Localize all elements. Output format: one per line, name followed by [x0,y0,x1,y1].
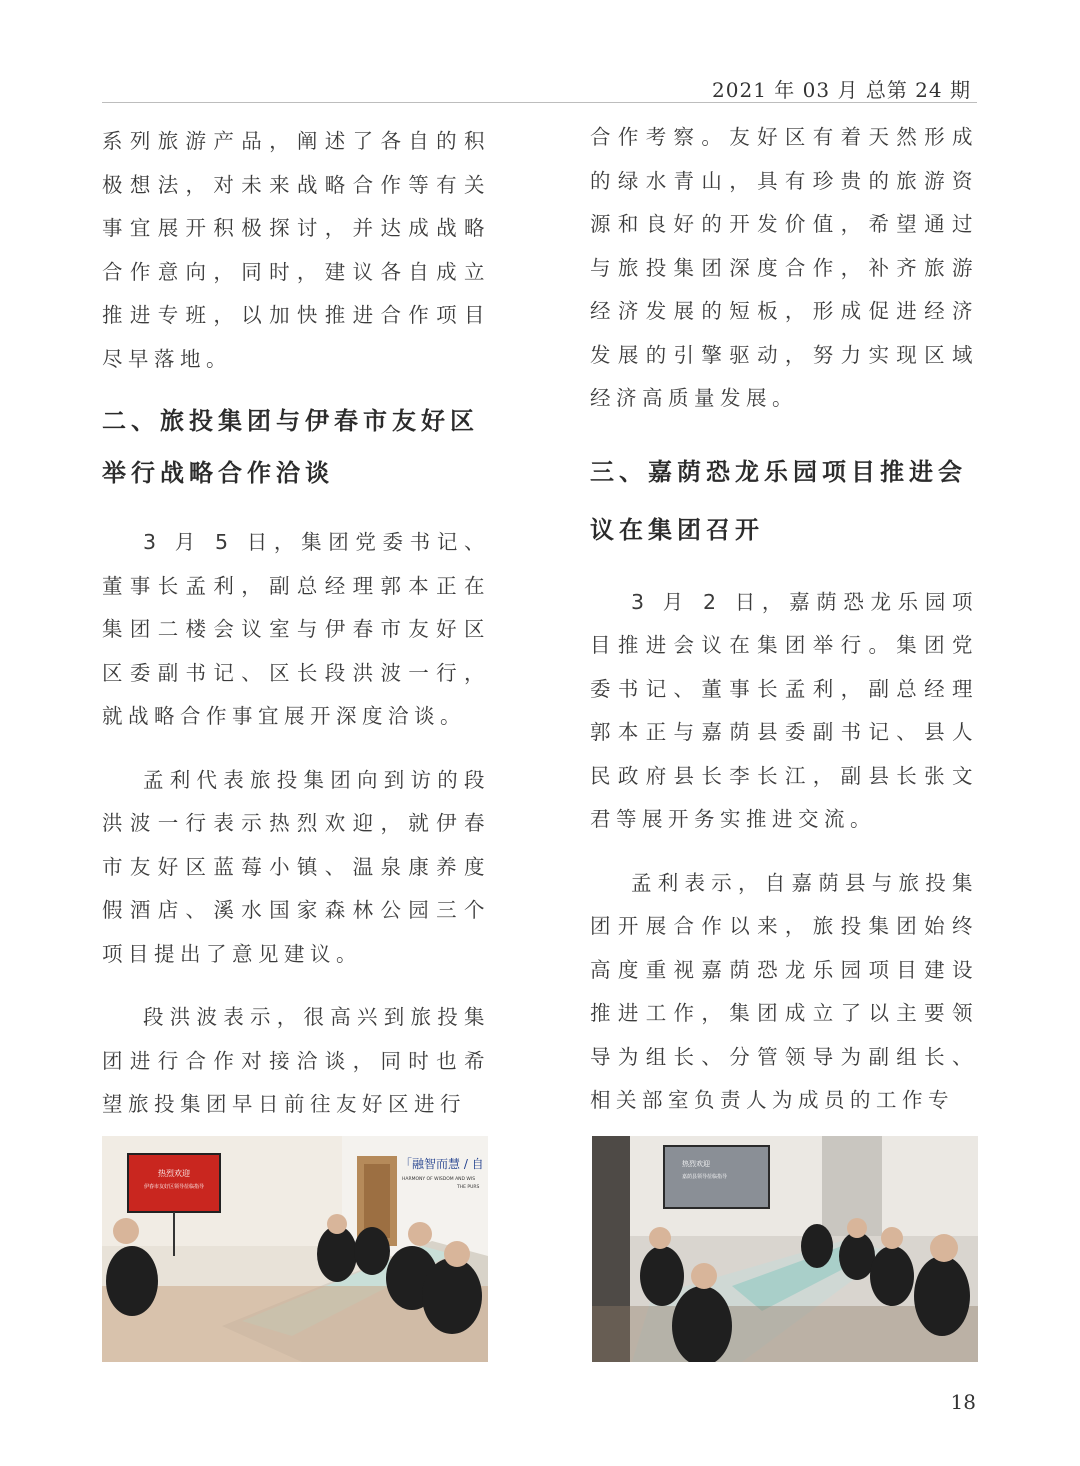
wall-slogan-en2: THE PURS [457,1185,480,1190]
meeting-photo-1 [102,1136,488,1362]
right-column [590,116,978,1123]
page-header [102,70,977,103]
wall-slogan: 「融智而慧 / 自 [400,1157,484,1171]
left-column [102,120,490,1127]
screen-subtitle: 嘉荫县领导莅临指导 [682,1174,728,1180]
screen-subtitle: 伊春市友好区领导莅临指导 [143,1184,205,1190]
paragraph-continuation: 系列旅游产品，阐述了各自的积极想法，对未来战略合作等有关事宜展开积极探讨，并达成战略合作意向，同时，建议各自成立推进专班，以加快推进合作项目尽早落地。 [102,129,490,371]
paragraph: 3 月 5 日，集团党委书记、董事长孟利，副总经理郭本正在集团二楼会议室与伊春市友好区区委副书记、区长段洪波一行，就战略合作事宜展开深度洽谈。 [102,530,490,728]
paragraph-continuation: 合作考察。友好区有着天然形成的绿水青山，具有珍贵的旅游资源和良好的开发价值，希望通过与旅投集团深度合作，补齐旅游经济发展的短板，形成促进经济发展的引擎驱动，努力实现区域经济高质量发展。 [590,125,978,410]
screen-title: 热烈欢迎 [682,1160,710,1168]
screen-title: 热烈欢迎 [158,1169,190,1178]
paragraph: 孟利表示，自嘉荫县与旅投集团开展合作以来，旅投集团始终高度重视嘉荫恐龙乐园项目建设推进工作，集团成立了以主要领导为组长、分管领导为副组长、相关部室负责人为成员的工作专 [590,870,978,1112]
section-heading-2: 二、旅投集团与伊春市友好区举行战略合作洽谈 [102,407,479,487]
paragraph: 段洪波表示，很高兴到旅投集团进行合作对接洽谈，同时也希望旅投集团早日前往友好区进行 [102,1005,490,1116]
meeting-photo-2 [592,1136,978,1362]
page-number: 18 [950,1390,976,1414]
section-heading-3: 三、嘉荫恐龙乐园项目推进会议在集团召开 [590,457,967,544]
paragraph: 3 月 2 日，嘉荫恐龙乐园项目推进会议在集团举行。集团党委书记、董事长孟利，副总经理郭本正与嘉荫县委副书记、县人民政府县长李长江，副县长张文君等展开务实推进交流。 [590,589,978,831]
wall-slogan-en: HARMONY OF WISDOM AND WIS [402,1177,476,1182]
paragraph: 孟利代表旅投集团向到访的段洪波一行表示热烈欢迎，就伊春市友好区蓝莓小镇、温泉康养度假酒店、溪水国家森林公园三个项目提出了意见建议。 [102,767,490,966]
issue-label: 2021 年 03 月 总第 24 期 [712,78,971,102]
